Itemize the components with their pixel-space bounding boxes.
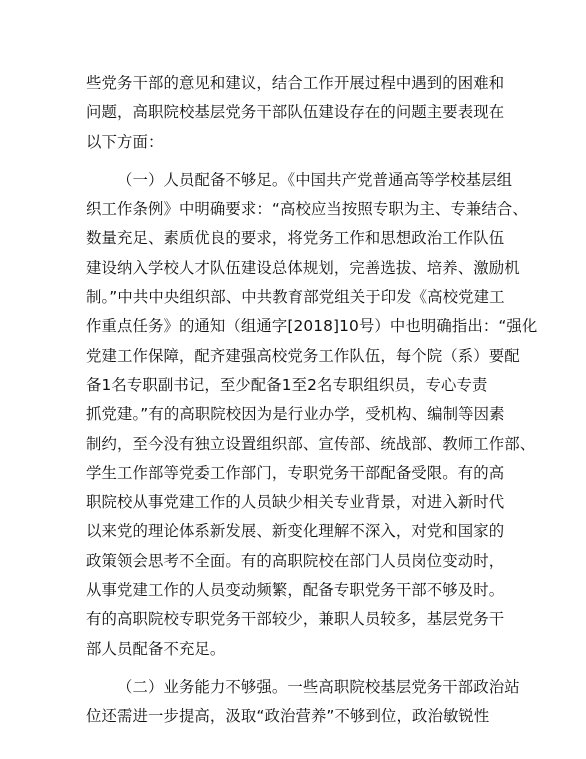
section-heading-line: （二）业务能力不够强。一些高职院校基层党务干部政治站 bbox=[117, 677, 520, 696]
text-line: 以来党的理论体系新发展、新变化理解不深入，对党和国家的 bbox=[86, 522, 505, 541]
text-line: 制约，至今没有独立设置组织部、宣传部、统战部、教师工作部、 bbox=[86, 434, 536, 453]
text-line: 职院校从事党建工作的人员缺少相关专业背景，对进入新时代 bbox=[86, 493, 505, 512]
document-body bbox=[86, 69, 538, 732]
text-line: 抓党建。”有的高职院校因为是行业办学，受机构、编制等因素 bbox=[86, 405, 505, 424]
text-line: 党建工作保障，配齐建强高校党务工作队伍，每个院（系）要配 bbox=[86, 346, 520, 365]
section-heading-line: （一）人员配备不够足。《中国共产党普通高等学校基层组 bbox=[117, 170, 513, 189]
text-line: 位还需进一步提高，汲取“政治营养”不够到位，政治敏锐性 bbox=[86, 707, 490, 726]
text-line: 织工作条例》中明确要求：“高校应当按照专职为主、专兼结合、 bbox=[86, 200, 528, 219]
text-line: 备1名专职副书记，至少配备1至2名专职组织员，专心专责 bbox=[86, 375, 488, 394]
text-line: 作重点任务》的通知（组通字[2018]10号）中也明确指出：“强化 bbox=[86, 317, 538, 336]
text-line: 制。”中共中央组织部、中共教育部党组关于印发《高校党建工 bbox=[86, 288, 505, 307]
text-line: 问题，高职院校基层党务干部队伍建设存在的问题主要表现在 bbox=[86, 103, 505, 122]
text-line: 有的高职院校专职党务干部较少，兼职人员较多，基层党务干 bbox=[86, 610, 505, 629]
text-line: 从事党建工作的人员变动频繁，配备专职党务干部不够及时。 bbox=[86, 581, 505, 600]
text-line: 政策领会思考不全面。有的高职院校在部门人员岗位变动时， bbox=[86, 551, 505, 570]
text-line: 数量充足、素质优良的要求，将党务工作和思想政治工作队伍 bbox=[86, 229, 505, 248]
text-line: 学生工作部等党委工作部门，专职党务干部配备受限。有的高 bbox=[86, 463, 505, 482]
paragraph-gap bbox=[86, 664, 506, 673]
text-line: 以下方面： bbox=[86, 132, 164, 151]
paragraph-gap bbox=[86, 157, 506, 166]
text-line: 些党务干部的意见和建议，结合工作开展过程中遇到的困难和 bbox=[86, 74, 505, 92]
text-line: 部人员配备不充足。 bbox=[86, 639, 226, 658]
text-line: 建设纳入学校人才队伍建设总体规划，完善选拔、培养、激励机 bbox=[86, 258, 520, 277]
